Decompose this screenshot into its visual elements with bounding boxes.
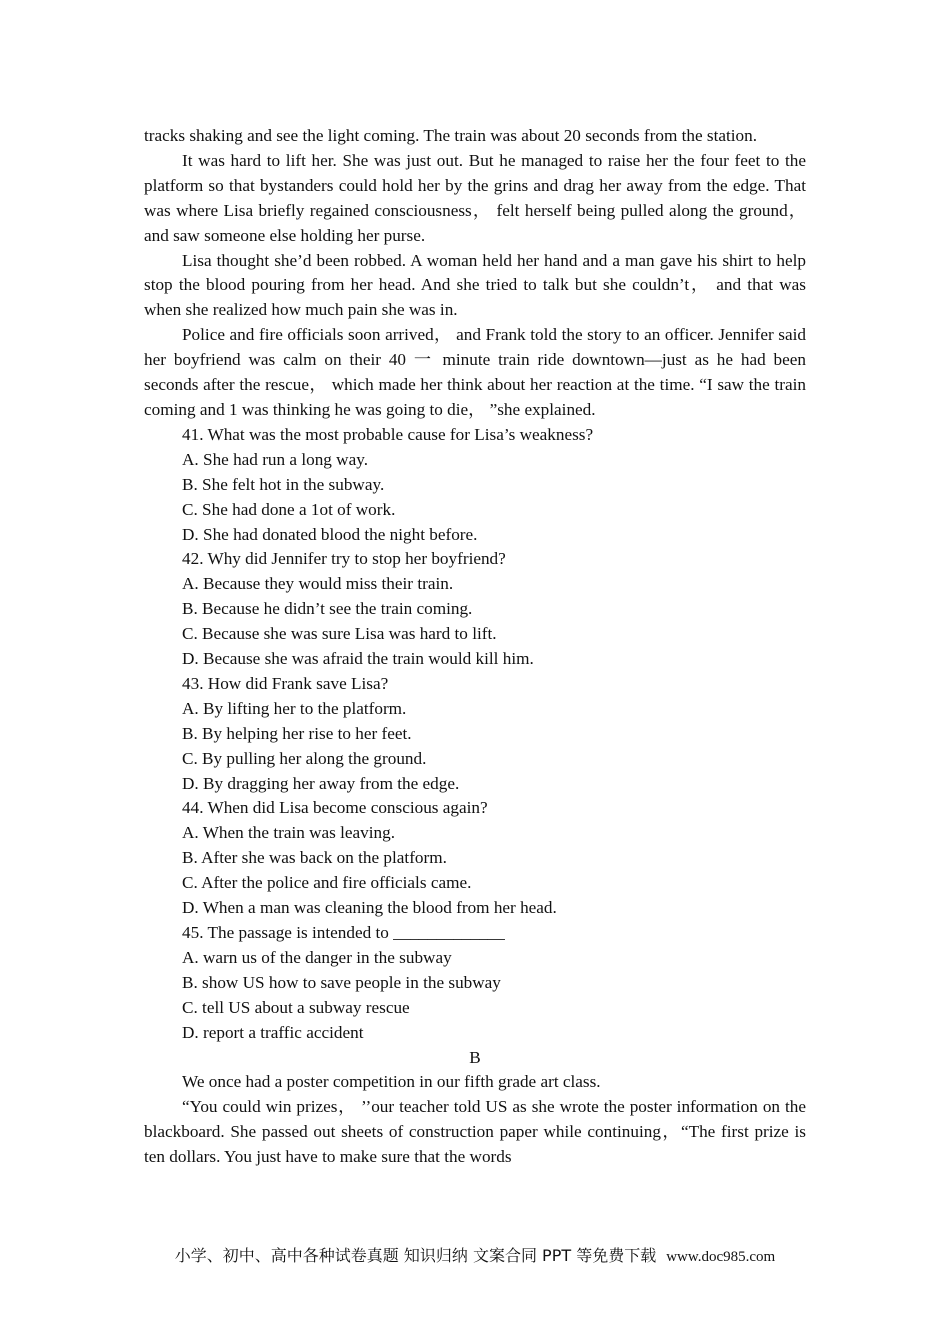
- answer-option: D. She had donated blood the night before.: [182, 524, 478, 544]
- answer-option: C. tell US about a subway rescue: [182, 997, 410, 1017]
- answer-option: D. report a traffic accident: [182, 1022, 364, 1042]
- answer-option: B. She felt hot in the subway.: [182, 474, 385, 494]
- footer-text: 小学、初中、高中各种试卷真题 知识归纳 文案合同 PPT 等免费下载: [174, 1246, 657, 1265]
- answer-option: A. When the train was leaving.: [182, 823, 396, 843]
- answer-option: B. show US how to save people in the subway: [182, 972, 501, 992]
- passage-paragraph: tracks shaking and see the light coming. The train was about 20 seconds from the station.: [144, 126, 758, 145]
- passage-paragraph: It was hard to lift her. She was just out. But he managed to raise her the four feet to the platform so that bystanders could hold her by the grins and drag her away from the edge. That was where Lisa briefly regained consciousness， felt herself being pulled along the ground， and saw someone else holding her purse.: [144, 150, 806, 245]
- passage-paragraph: We once had a poster competition in our fifth grade art class.: [182, 1072, 601, 1092]
- page-footer: [0, 1244, 950, 1269]
- question-43: [144, 672, 806, 797]
- answer-option: C. Because she was sure Lisa was hard to lift.: [182, 624, 497, 644]
- answer-option: B. By helping her rise to her feet.: [182, 723, 412, 743]
- answer-option: A. warn us of the danger in the subway: [182, 947, 452, 967]
- answer-option: C. After the police and fire officials came.: [182, 873, 472, 893]
- page-content: [144, 124, 806, 1170]
- question-42: [144, 547, 806, 672]
- passage-paragraph: Police and fire officials soon arrived， and Frank told the story to an officer. Jennifer said her boyfriend was calm on their 40 一 minute train ride downtown—just as he had been seconds after the rescue， which made her think about her reaction at the time. “I saw the train coming and 1 was thinking he was going to die， ”she explained.: [144, 325, 806, 419]
- question-stem: 44. When did Lisa become conscious again?: [182, 798, 488, 818]
- question-44: [144, 796, 806, 921]
- answer-option: D. Because she was afraid the train would kill him.: [182, 649, 534, 669]
- answer-option: A. Because they would miss their train.: [182, 574, 454, 594]
- question-stem: 43. How did Frank save Lisa?: [182, 673, 389, 693]
- answer-option: D. When a man was cleaning the blood from her head.: [182, 898, 557, 918]
- answer-option: A. By lifting her to the platform.: [182, 698, 407, 718]
- question-stem: 42. Why did Jennifer try to stop her boyfriend?: [182, 549, 506, 569]
- answer-option: C. She had done a 1ot of work.: [182, 499, 396, 519]
- answer-option: B. After she was back on the platform.: [182, 848, 447, 868]
- passage-paragraph: Lisa thought she’d been robbed. A woman held her hand and a man gave his shirt to help stop the blood pouring from her head. And she tried to talk but she couldn’t， and that was when she realized how much pain she was in.: [144, 250, 806, 320]
- question-45: [144, 921, 806, 1046]
- question-41: [144, 423, 806, 548]
- footer-url: www.doc985.com: [666, 1249, 776, 1265]
- question-stem: 41. What was the most probable cause for Lisa’s weakness?: [182, 424, 594, 444]
- answer-option: D. By dragging her away from the edge.: [182, 773, 460, 793]
- answer-option: C. By pulling her along the ground.: [182, 748, 427, 768]
- passage-paragraph: “You could win prizes， ’’our teacher told US as she wrote the poster information on the blackboard. She passed out sheets of construction paper while continuing，“The first prize is ten dollars. You just have to make sure that the words: [144, 1097, 806, 1167]
- question-stem: 45. The passage is intended to _____________: [182, 923, 505, 942]
- section-heading: B: [469, 1047, 481, 1067]
- answer-option: A. She had run a long way.: [182, 449, 368, 469]
- answer-option: B. Because he didn’t see the train coming.: [182, 599, 473, 619]
